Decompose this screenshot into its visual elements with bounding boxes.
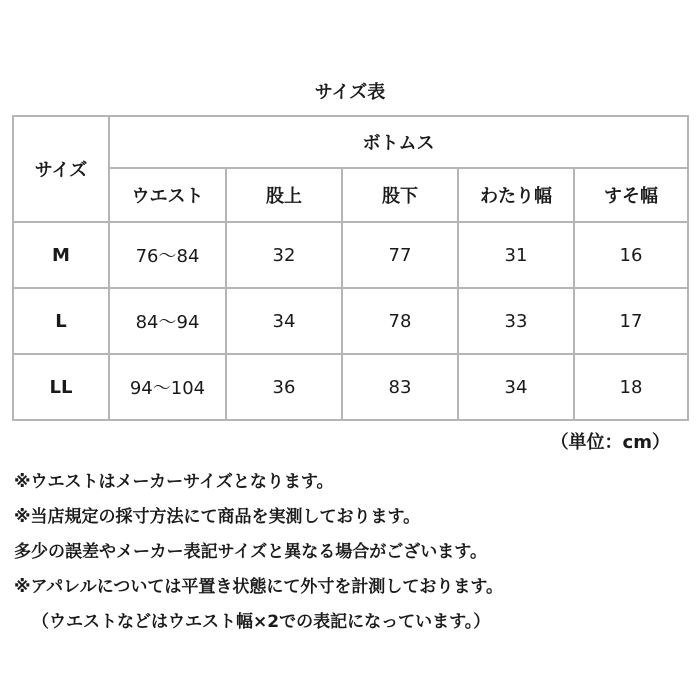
table-cell: 16 xyxy=(574,222,688,288)
table-cell: 32 xyxy=(226,222,342,288)
size-cell: LL xyxy=(13,354,109,420)
table-row xyxy=(13,222,688,288)
unit-label: （単位：cm） xyxy=(550,432,670,453)
column-header-thigh-width: わたり幅 xyxy=(458,168,574,222)
note-line: ※ウエストはメーカーサイズとなります。 xyxy=(14,472,334,492)
column-header-hem-width: すそ幅 xyxy=(574,168,688,222)
size-table xyxy=(12,115,689,421)
table-cell: 34 xyxy=(458,354,574,420)
size-column-header: サイズ xyxy=(13,116,109,222)
table-cell: 94～104 xyxy=(109,354,226,420)
table-title: サイズ表 xyxy=(314,82,386,103)
table-cell: 77 xyxy=(342,222,458,288)
note-line: 多少の誤差やメーカー表記サイズと異なる場合がございます。 xyxy=(14,542,487,562)
notes xyxy=(14,465,694,640)
column-header-inseam: 股下 xyxy=(342,168,458,222)
table-cell: 33 xyxy=(458,288,574,354)
note-line: ※アパレルについては平置き状態にて外寸を計測しております。 xyxy=(14,577,504,597)
column-header-waist: ウエスト xyxy=(109,168,226,222)
note-line: （ウエストなどはウエスト幅×2での表記になっています。） xyxy=(32,612,491,632)
note-line: ※当店規定の採寸方法にて商品を実測しております。 xyxy=(14,507,421,527)
table-cell: 36 xyxy=(226,354,342,420)
size-cell: L xyxy=(13,288,109,354)
table-row xyxy=(13,354,688,420)
bottoms-group-header: ボトムス xyxy=(109,116,688,168)
column-header-rise: 股上 xyxy=(226,168,342,222)
table-row xyxy=(13,288,688,354)
table-cell: 18 xyxy=(574,354,688,420)
table-cell: 76～84 xyxy=(109,222,226,288)
table-cell: 84～94 xyxy=(109,288,226,354)
size-cell: M xyxy=(13,222,109,288)
table-cell: 34 xyxy=(226,288,342,354)
table-cell: 83 xyxy=(342,354,458,420)
table-cell: 17 xyxy=(574,288,688,354)
header-row-columns xyxy=(13,168,688,222)
table-cell: 31 xyxy=(458,222,574,288)
header-row-group xyxy=(13,116,688,168)
table-cell: 78 xyxy=(342,288,458,354)
